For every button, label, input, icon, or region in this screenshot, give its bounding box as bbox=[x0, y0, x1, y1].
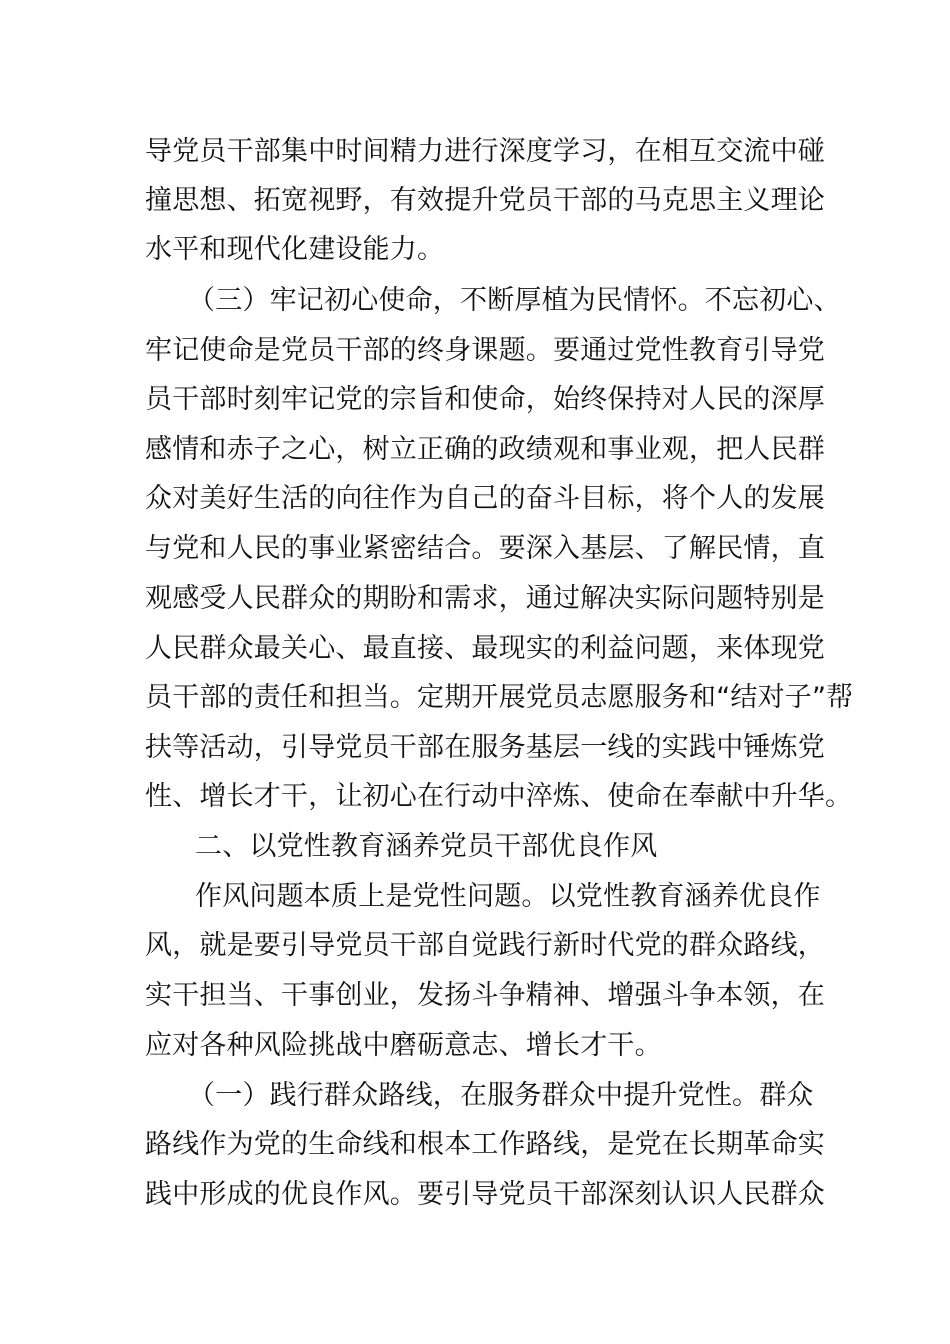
section-heading-line: （三）牢记初心使命，不断厚植为民情怀。不忘初心、 bbox=[188, 285, 841, 316]
text-line: 导党员干部集中时间精力进行深度学习，在相互交流中碰 bbox=[145, 136, 825, 167]
text-line: 与党和人民的事业紧密结合。要深入基层、了解民情，直 bbox=[145, 533, 825, 564]
text-line: 实干担当、干事创业，发扬斗争精神、增强斗争本领，在 bbox=[145, 980, 825, 1011]
text-line: 水平和现代化建设能力。 bbox=[145, 234, 445, 265]
section-title: 二、以党性教育涵养党员干部优良作风 bbox=[195, 831, 658, 862]
text-line: 践中形成的优良作风。要引导党员干部深刻认识人民群众 bbox=[145, 1179, 825, 1210]
text-line: 应对各种风险挑战中磨砺意志、增长才干。 bbox=[145, 1030, 662, 1061]
text-line: 人民群众最关心、最直接、最现实的利益问题，来体现党 bbox=[145, 633, 825, 664]
text-line: 扶等活动，引导党员干部在服务基层一线的实践中锤炼党 bbox=[145, 732, 825, 763]
text-line: 路线作为党的生命线和根本工作路线，是党在长期革命实 bbox=[145, 1129, 825, 1160]
text-line: 员干部时刻牢记党的宗旨和使命，始终保持对人民的深厚 bbox=[145, 384, 825, 415]
text-line: 风，就是要引导党员干部自觉践行新时代党的群众路线， bbox=[145, 930, 825, 961]
text-line: 员干部的责任和担当。定期开展党员志愿服务和“结对子”帮 bbox=[145, 682, 854, 713]
text-line: 性、增长才干，让初心在行动中淬炼、使命在奉献中升华。 bbox=[145, 781, 853, 812]
text-line: 撞思想、拓宽视野，有效提升党员干部的马克思主义理论 bbox=[145, 185, 825, 216]
text-line: 作风问题本质上是党性问题。以党性教育涵养优良作 bbox=[195, 881, 821, 912]
text-line: 众对美好生活的向往作为自己的奋斗目标，将个人的发展 bbox=[145, 483, 825, 514]
text-line: 观感受人民群众的期盼和需求，通过解决实际问题特别是 bbox=[145, 583, 825, 614]
section-heading-line: （一）践行群众路线，在服务群众中提升党性。群众 bbox=[188, 1080, 814, 1111]
text-line: 感情和赤子之心，树立正确的政绩观和事业观，把人民群 bbox=[145, 434, 825, 465]
text-line: 牢记使命是党员干部的终身课题。要通过党性教育引导党 bbox=[145, 335, 825, 366]
